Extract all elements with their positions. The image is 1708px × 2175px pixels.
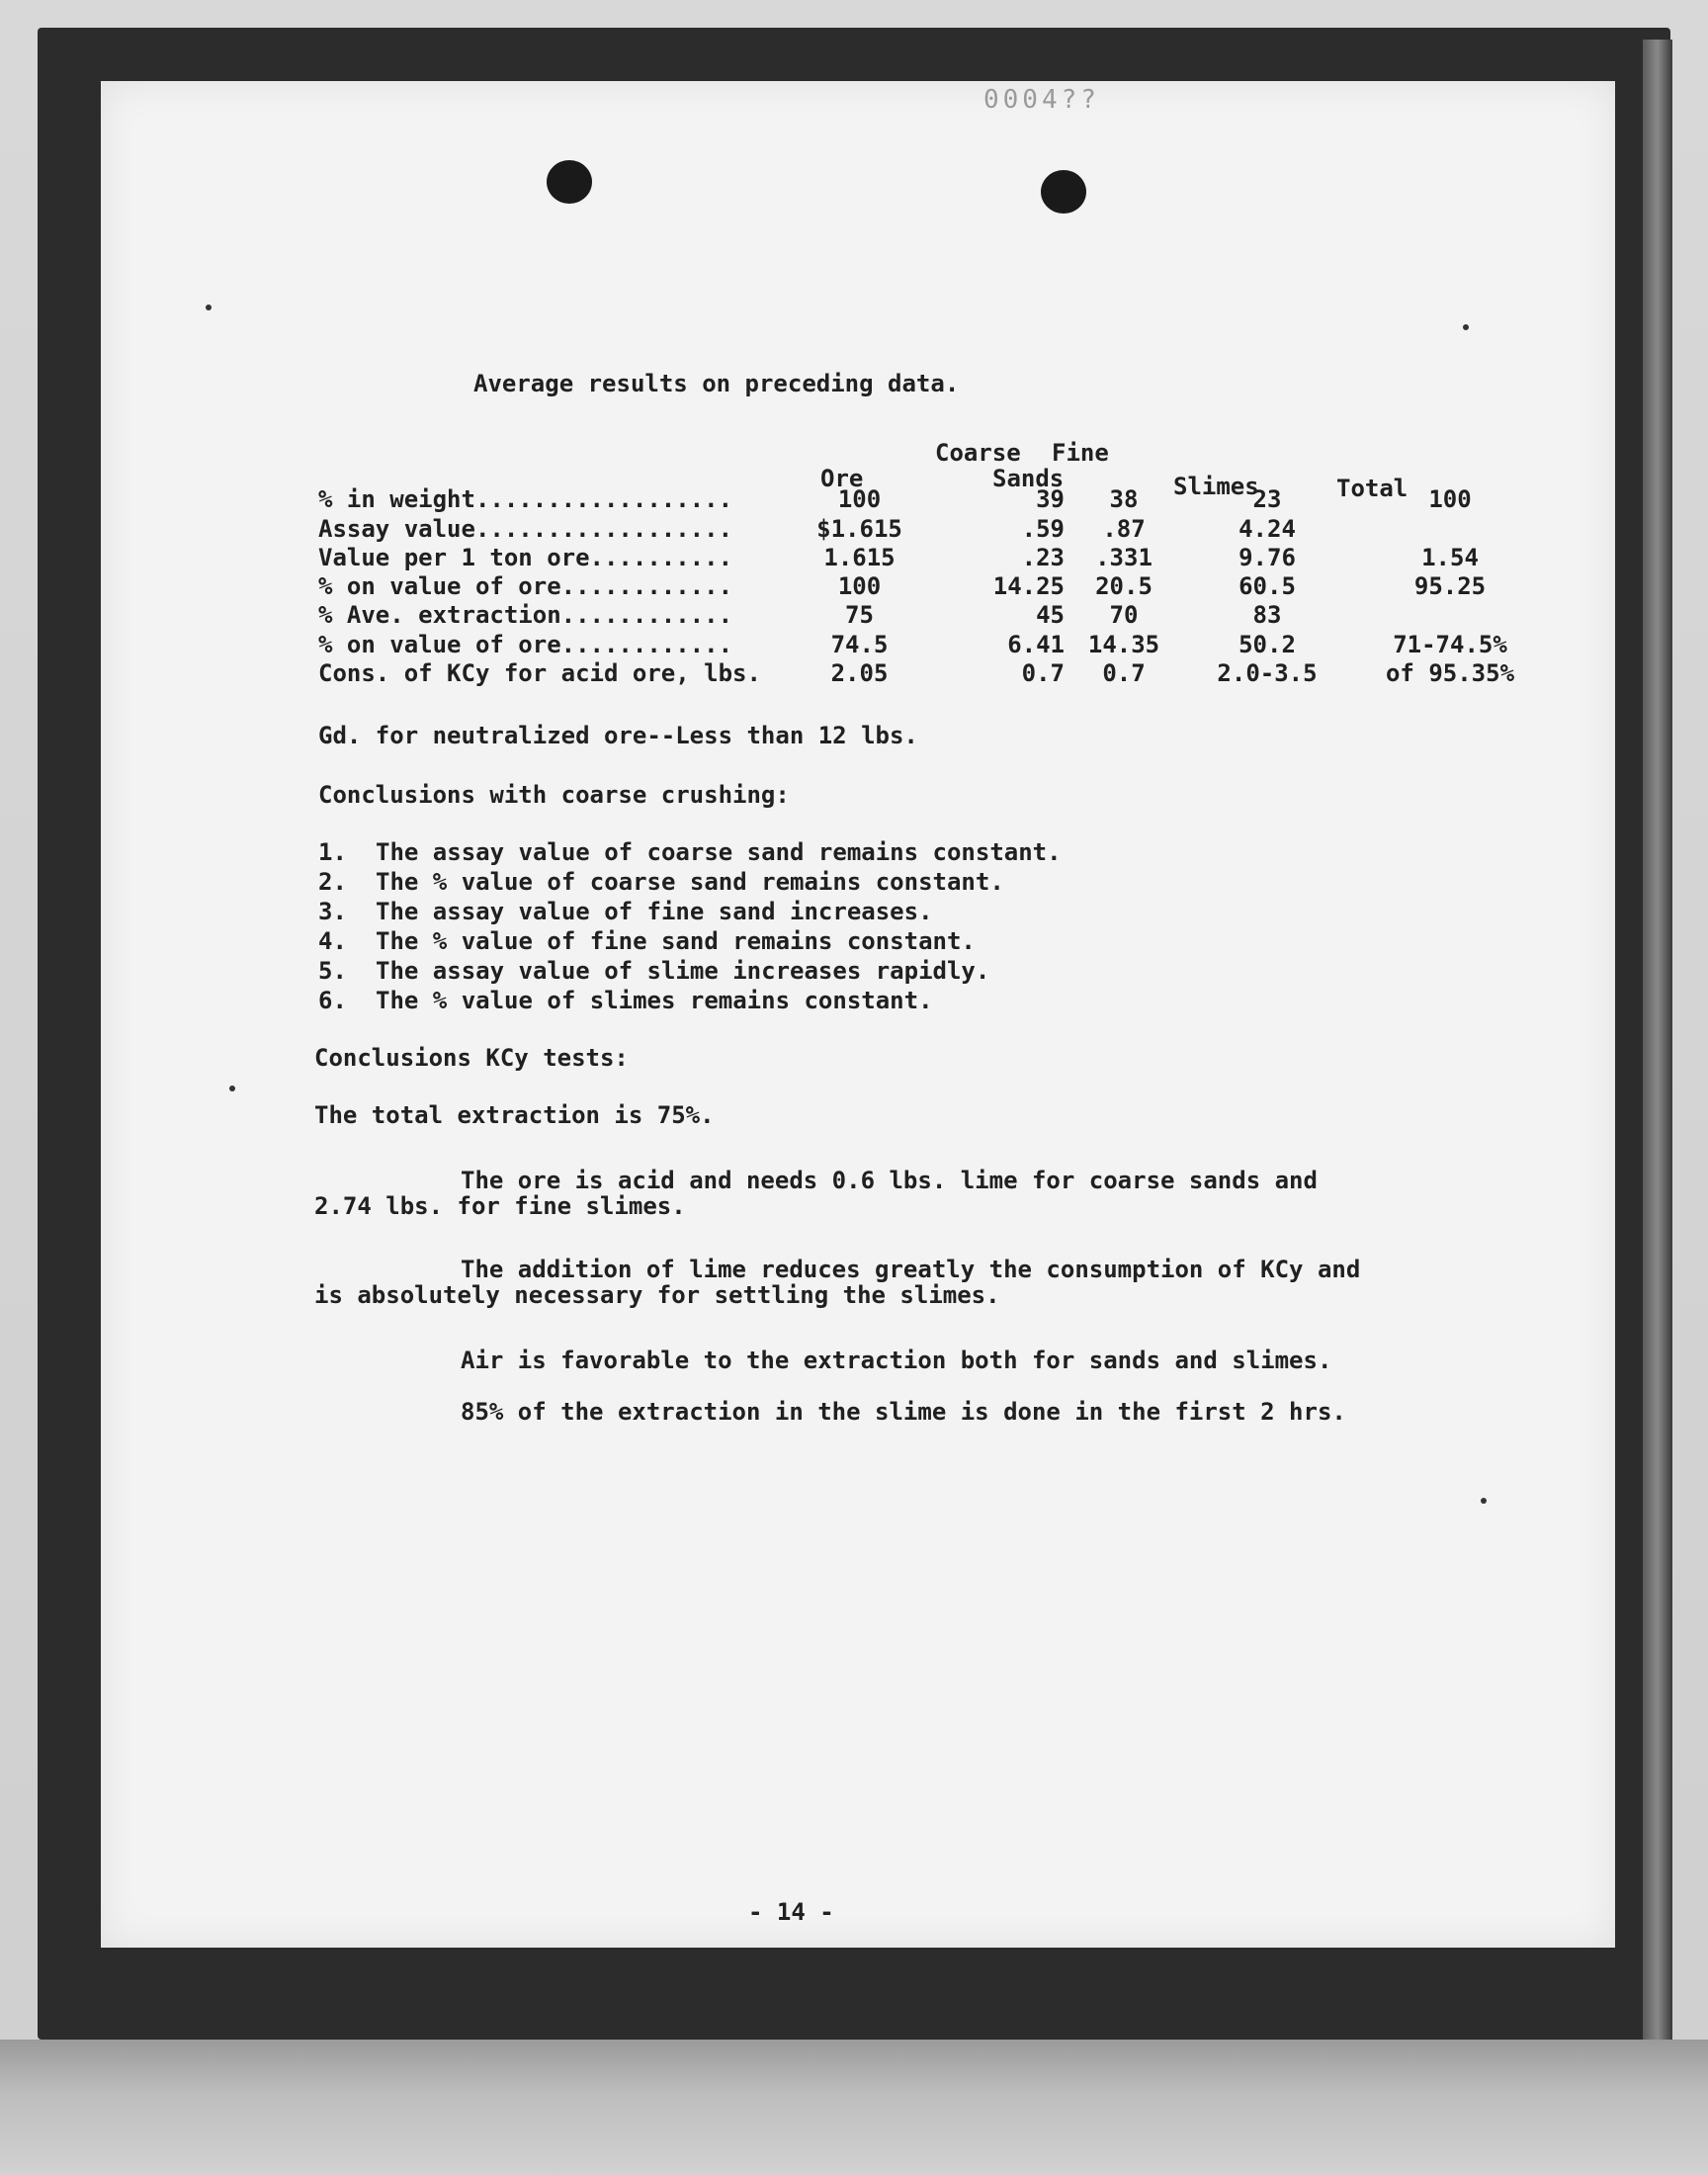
page-heading: Average results on preceding data. <box>473 370 960 397</box>
ore-value: 100 <box>837 572 882 601</box>
row-label: % Ave. extraction............ <box>318 601 733 630</box>
list-number: 5. <box>318 957 347 985</box>
fine-value: 0.7 <box>1102 659 1146 688</box>
slimes-value: 50.2 <box>1238 630 1296 658</box>
table-row <box>318 484 1549 513</box>
list-number: 1. <box>318 838 347 866</box>
slimes-value: 4.24 <box>1238 514 1296 543</box>
row-label: Assay value.................. <box>318 514 733 543</box>
list-item <box>318 898 933 925</box>
table-row <box>318 629 1549 657</box>
list-number: 4. <box>318 927 347 955</box>
punch-hole-left <box>547 160 592 204</box>
coarse-value: 6.41 <box>1007 630 1065 658</box>
total-value: of 95.35% <box>1385 659 1515 688</box>
table-row <box>318 658 1549 687</box>
fine-value: 20.5 <box>1095 572 1153 601</box>
list-text: The % value of coarse sand remains constant. <box>376 868 1004 896</box>
list-number: 6. <box>318 987 347 1014</box>
col-head-ore: Ore <box>820 465 864 492</box>
paragraph-addition-line1: The addition of lime reduces greatly the consumption of KCy and <box>461 1256 1361 1283</box>
fine-value: 14.35 <box>1087 630 1160 658</box>
fine-value: 70 <box>1109 601 1139 630</box>
row-label: % on value of ore............ <box>318 572 733 601</box>
scan-bottom-strip <box>0 2040 1708 2175</box>
col-head-coarse: Coarse <box>935 439 1021 467</box>
scan-speck <box>206 304 212 310</box>
scan-speck <box>1481 1498 1487 1504</box>
slimes-value: 60.5 <box>1238 572 1296 601</box>
total-value <box>1351 513 1549 542</box>
list-item <box>318 987 933 1014</box>
table-row <box>318 600 1549 629</box>
list-text: The % value of slimes remains constant. <box>376 987 933 1014</box>
punch-hole-right <box>1041 170 1086 214</box>
row-label: % in weight.................. <box>318 485 733 514</box>
ore-value: $1.615 <box>816 514 902 543</box>
slimes-value: 2.0-3.5 <box>1217 659 1318 688</box>
row-label: Value per 1 ton ore.......... <box>318 543 733 571</box>
document-page <box>101 81 1615 1948</box>
results-table <box>318 484 1549 687</box>
paragraph-extraction-slime: 85% of the extraction in the slime is done in the first 2 hrs. <box>461 1398 1346 1426</box>
coarse-value: .23 <box>1021 543 1065 571</box>
scan-right-edge <box>1643 40 1672 2165</box>
scan-speck <box>229 1086 235 1091</box>
paragraph-addition-line2: is absolutely necessary for settling the slimes. <box>314 1281 1000 1309</box>
coarse-conclusions-heading: Conclusions with coarse crushing: <box>318 781 790 809</box>
ore-value: 74.5 <box>830 630 889 658</box>
list-number: 2. <box>318 868 347 896</box>
total-value: 95.25 <box>1413 572 1487 601</box>
list-text: The assay value of slime increases rapidly. <box>376 957 990 985</box>
neutralized-note: Gd. for neutralized ore--Less than 12 lbs. <box>318 722 918 749</box>
slimes-value: 9.76 <box>1238 543 1296 571</box>
coarse-value: 45 <box>1036 601 1065 630</box>
col-head-slimes: Slimes <box>1173 473 1259 500</box>
col-head-sands: Sands <box>992 465 1065 492</box>
page-number: - 14 - <box>748 1898 834 1926</box>
fine-value: 38 <box>1109 485 1139 514</box>
coarse-value: 14.25 <box>992 572 1065 601</box>
list-item <box>318 927 976 955</box>
list-text: The assay value of coarse sand remains constant. <box>376 838 1062 866</box>
table-row <box>318 543 1549 571</box>
list-item <box>318 838 1062 866</box>
ore-value: 75 <box>845 601 874 630</box>
total-value: 71-74.5% <box>1393 630 1507 658</box>
total-value <box>1351 600 1549 629</box>
list-text: The assay value of fine sand increases. <box>376 898 933 925</box>
paragraph-lime-line1: The ore is acid and needs 0.6 lbs. lime for coarse sands and <box>461 1167 1318 1194</box>
total-value: 100 <box>1428 485 1472 514</box>
col-head-total: Total <box>1336 475 1409 502</box>
kcy-conclusions-heading: Conclusions KCy tests: <box>314 1044 629 1072</box>
list-item <box>318 868 1004 896</box>
paragraph-air: Air is favorable to the extraction both for sands and slimes. <box>461 1347 1332 1374</box>
table-row <box>318 571 1549 600</box>
fine-value: .331 <box>1095 543 1153 571</box>
total-extraction: The total extraction is 75%. <box>314 1101 715 1129</box>
slimes-value: 23 <box>1252 485 1282 514</box>
coarse-value: 39 <box>1036 485 1065 514</box>
row-label: Cons. of KCy for acid ore, lbs. <box>318 659 761 688</box>
slimes-value: 83 <box>1252 601 1282 630</box>
ore-value: 2.05 <box>830 659 889 688</box>
table-row <box>318 513 1549 542</box>
coarse-value: 0.7 <box>1021 659 1065 688</box>
row-label: % on value of ore............ <box>318 630 733 658</box>
col-head-fine: Fine <box>1052 439 1109 467</box>
ore-value: 1.615 <box>823 543 896 571</box>
list-text: The % value of fine sand remains constant. <box>376 927 976 955</box>
coarse-value: .59 <box>1021 514 1065 543</box>
list-item <box>318 957 989 985</box>
ore-value: 100 <box>837 485 882 514</box>
fine-value: .87 <box>1102 514 1146 543</box>
list-number: 3. <box>318 898 347 925</box>
top-page-number: 0004?? <box>983 85 1100 115</box>
scan-speck <box>1463 324 1469 330</box>
total-value: 1.54 <box>1421 543 1479 571</box>
paragraph-lime-line2: 2.74 lbs. for fine slimes. <box>314 1192 686 1220</box>
